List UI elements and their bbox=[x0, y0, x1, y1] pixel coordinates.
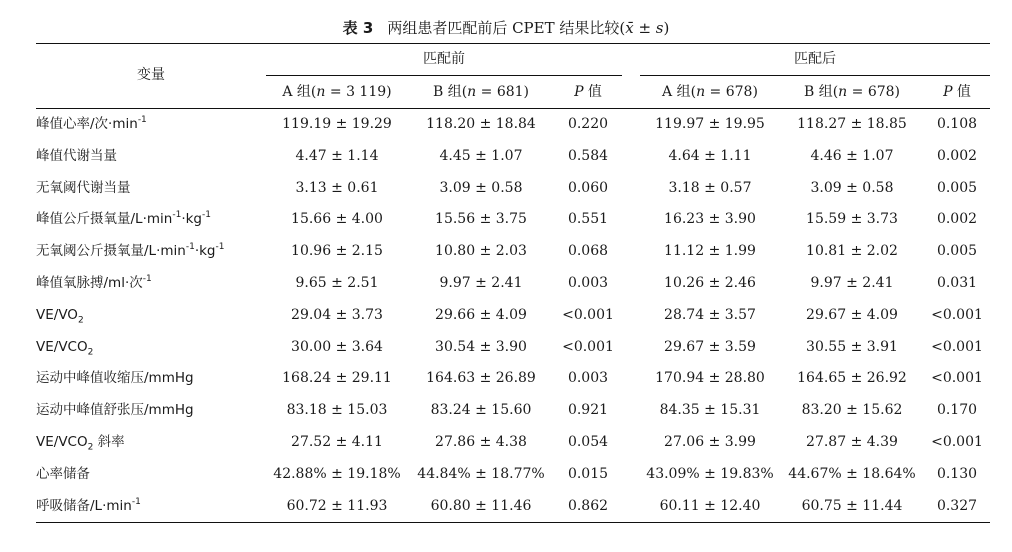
table-cell: 83.18 ± 15.03 bbox=[286, 402, 388, 418]
row-variable-name: VE/VCO bbox=[36, 434, 88, 450]
table-cell: 119.97 ± 19.95 bbox=[655, 116, 765, 132]
table-cell: 27.52 ± 4.11 bbox=[291, 434, 383, 450]
table-cell: 9.97 ± 2.41 bbox=[810, 275, 894, 291]
table-cell: 44.84% ± 18.77% bbox=[417, 466, 545, 482]
row-variable-superscript: -1 bbox=[142, 273, 152, 284]
row-variable bbox=[36, 491, 266, 521]
column-header-count: = 678) bbox=[847, 84, 901, 100]
column-header-p-suffix: 值 bbox=[952, 84, 971, 100]
table-label: 表 3 bbox=[342, 19, 374, 37]
table-cell: 83.20 ± 15.62 bbox=[801, 402, 903, 418]
table-cell: 27.87 ± 4.39 bbox=[806, 434, 898, 450]
row-variable bbox=[36, 268, 266, 298]
column-header-p: P bbox=[574, 84, 584, 100]
row-variable-name: 峰值心率/次·min bbox=[36, 116, 138, 132]
column-header-n: n bbox=[696, 84, 706, 100]
table-cell: 16.23 ± 3.90 bbox=[664, 211, 756, 227]
row-variable-tail: ·kg bbox=[194, 243, 216, 259]
table-cell: 0.862 bbox=[567, 498, 609, 514]
row-variable bbox=[36, 395, 266, 425]
table-cell: 60.75 ± 11.44 bbox=[801, 498, 903, 514]
row-variable bbox=[36, 236, 266, 266]
table-cell: 30.55 ± 3.91 bbox=[806, 339, 898, 355]
caption-close: ) bbox=[663, 19, 670, 37]
row-variable-name: 峰值氧脉搏/ml·次 bbox=[36, 275, 143, 291]
table-cell: 60.80 ± 11.46 bbox=[430, 498, 532, 514]
table-cell: 27.06 ± 3.99 bbox=[664, 434, 756, 450]
row-variable-subscript: 2 bbox=[87, 347, 94, 358]
column-header-count: = 3 119) bbox=[325, 84, 392, 100]
table-cell: 0.220 bbox=[567, 116, 609, 132]
table-cell: 3.18 ± 0.57 bbox=[668, 180, 752, 196]
table-cell: 0.060 bbox=[567, 180, 609, 196]
table-cell: 15.56 ± 3.75 bbox=[435, 211, 527, 227]
row-variable-name: 峰值代谢当量 bbox=[36, 148, 117, 164]
column-header-group: B 组( bbox=[803, 84, 839, 100]
bottom-rule bbox=[36, 522, 990, 523]
table-cell: 60.11 ± 12.40 bbox=[659, 498, 761, 514]
table-cell: 0.002 bbox=[936, 148, 978, 164]
table-cell: 0.327 bbox=[936, 498, 978, 514]
column-header-group: A 组( bbox=[662, 84, 697, 100]
table-cell: 3.13 ± 0.61 bbox=[295, 180, 379, 196]
column-header bbox=[640, 77, 780, 107]
row-variable-superscript: -1 bbox=[185, 241, 195, 252]
row-variable-subscript: 2 bbox=[77, 315, 84, 326]
table-cell: 10.96 ± 2.15 bbox=[291, 243, 383, 259]
table-cell: 4.46 ± 1.07 bbox=[810, 148, 894, 164]
table-cell: 0.005 bbox=[936, 180, 978, 196]
table-caption bbox=[0, 18, 1012, 38]
row-variable bbox=[36, 363, 266, 393]
table-cell: 0.005 bbox=[936, 243, 978, 259]
table-cell: 0.054 bbox=[567, 434, 609, 450]
header-before: 匹配前 bbox=[423, 51, 465, 67]
row-variable-name: 运动中峰值收缩压/mmHg bbox=[36, 370, 194, 386]
table-cell: 118.27 ± 18.85 bbox=[797, 116, 907, 132]
table-cell: <0.001 bbox=[931, 307, 983, 323]
row-variable bbox=[36, 204, 266, 234]
table-cell: 0.584 bbox=[567, 148, 609, 164]
table-cell: 4.47 ± 1.14 bbox=[295, 148, 379, 164]
row-variable-name: VE/VCO bbox=[36, 339, 88, 355]
table-cell: 4.64 ± 1.11 bbox=[668, 148, 752, 164]
column-header bbox=[780, 77, 924, 107]
table-cell: 168.24 ± 29.11 bbox=[282, 370, 392, 386]
table-cell: <0.001 bbox=[562, 339, 614, 355]
table-cell: 4.45 ± 1.07 bbox=[439, 148, 523, 164]
header-variable: 变量 bbox=[137, 67, 165, 83]
column-header bbox=[266, 77, 408, 107]
table-cell: 0.003 bbox=[567, 370, 609, 386]
table-cell: 0.551 bbox=[567, 211, 609, 227]
table-cell: 15.59 ± 3.73 bbox=[806, 211, 898, 227]
before-group-rule bbox=[266, 75, 622, 76]
table-cell: 15.66 ± 4.00 bbox=[291, 211, 383, 227]
table-title: 两组患者匹配前后 CPET 结果比较( bbox=[387, 19, 626, 37]
row-variable bbox=[36, 109, 266, 139]
table-cell: 0.921 bbox=[567, 402, 609, 418]
table-cell: 9.65 ± 2.51 bbox=[295, 275, 379, 291]
table-cell: 29.67 ± 4.09 bbox=[806, 307, 898, 323]
table-cell: 170.94 ± 28.80 bbox=[655, 370, 765, 386]
row-variable-name: 呼吸储备/L·min bbox=[36, 498, 132, 514]
after-group-rule bbox=[640, 75, 990, 76]
table-cell: 3.09 ± 0.58 bbox=[439, 180, 523, 196]
table-cell: 0.003 bbox=[567, 275, 609, 291]
table-cell: 164.63 ± 26.89 bbox=[426, 370, 536, 386]
column-header-n: n bbox=[838, 84, 848, 100]
row-variable bbox=[36, 427, 266, 457]
column-header bbox=[924, 77, 990, 107]
table-cell: 27.86 ± 4.38 bbox=[435, 434, 527, 450]
table-cell: 0.170 bbox=[936, 402, 978, 418]
table-cell: 0.108 bbox=[936, 116, 978, 132]
table-cell: 11.12 ± 1.99 bbox=[664, 243, 756, 259]
row-variable-name: 无氧阈代谢当量 bbox=[36, 180, 131, 196]
table-cell: <0.001 bbox=[931, 339, 983, 355]
table-cell: <0.001 bbox=[931, 434, 983, 450]
table-cell: 0.130 bbox=[936, 466, 978, 482]
row-variable-name: 无氧阈公斤摄氧量/L·min bbox=[36, 243, 186, 259]
row-variable-superscript: -1 bbox=[137, 114, 147, 125]
column-header-count: = 678) bbox=[705, 84, 758, 100]
row-variable-superscript: -1 bbox=[172, 209, 182, 220]
row-variable-name: 峰值公斤摄氧量/L·min bbox=[36, 211, 173, 227]
table-cell: 60.72 ± 11.93 bbox=[286, 498, 388, 514]
table-cell: 10.80 ± 2.03 bbox=[435, 243, 527, 259]
row-variable-tail: 斜率 bbox=[93, 434, 125, 450]
table-cell: 0.015 bbox=[567, 466, 609, 482]
table-cell: <0.001 bbox=[562, 307, 614, 323]
table-cell: 83.24 ± 15.60 bbox=[430, 402, 532, 418]
table-cell: 10.26 ± 2.46 bbox=[664, 275, 756, 291]
table-cell: 42.88% ± 19.18% bbox=[273, 466, 401, 482]
table-cell: 29.67 ± 3.59 bbox=[664, 339, 756, 355]
row-variable bbox=[36, 173, 266, 203]
table-cell: 9.97 ± 2.41 bbox=[439, 275, 523, 291]
table-cell: 29.04 ± 3.73 bbox=[291, 307, 383, 323]
table-cell: 30.54 ± 3.90 bbox=[435, 339, 527, 355]
row-variable-tail: ·kg bbox=[181, 211, 202, 227]
table-cell: 3.09 ± 0.58 bbox=[810, 180, 894, 196]
row-variable bbox=[36, 300, 266, 330]
table-cell: <0.001 bbox=[931, 370, 983, 386]
column-header-n: n bbox=[467, 84, 477, 100]
stat-notation: x̄ ± s bbox=[625, 19, 664, 37]
column-header-n: n bbox=[316, 84, 326, 100]
table-cell: 0.068 bbox=[567, 243, 609, 259]
row-variable bbox=[36, 459, 266, 489]
table-cell: 29.66 ± 4.09 bbox=[435, 307, 527, 323]
row-variable-name: 运动中峰值舒张压/mmHg bbox=[36, 402, 194, 418]
table-cell: 0.031 bbox=[936, 275, 978, 291]
column-header-p-suffix: 值 bbox=[583, 84, 602, 100]
table-cell: 0.002 bbox=[936, 211, 978, 227]
column-header-p: P bbox=[943, 84, 953, 100]
row-variable-superscript: -1 bbox=[131, 496, 141, 507]
table-cell: 30.00 ± 3.64 bbox=[291, 339, 383, 355]
column-header-group: B 组( bbox=[432, 84, 468, 100]
column-header-count: = 681) bbox=[476, 84, 530, 100]
row-variable-name: VE/VO bbox=[36, 307, 78, 323]
row-variable-subscript: 2 bbox=[87, 442, 94, 453]
column-header bbox=[408, 77, 554, 107]
table-cell: 44.67% ± 18.64% bbox=[788, 466, 916, 482]
table-cell: 10.81 ± 2.02 bbox=[806, 243, 898, 259]
table-cell: 119.19 ± 19.29 bbox=[282, 116, 392, 132]
table-cell: 84.35 ± 15.31 bbox=[659, 402, 761, 418]
row-variable-tail-superscript: -1 bbox=[202, 209, 211, 220]
table-cell: 164.65 ± 26.92 bbox=[797, 370, 907, 386]
row-variable-name: 心率储备 bbox=[36, 466, 90, 482]
header-after: 匹配后 bbox=[794, 51, 836, 67]
table-cell: 118.20 ± 18.84 bbox=[426, 116, 536, 132]
row-variable-tail-superscript: -1 bbox=[215, 241, 225, 252]
column-header-group: A 组( bbox=[282, 84, 317, 100]
table-cell: 43.09% ± 19.83% bbox=[646, 466, 774, 482]
column-header bbox=[554, 77, 622, 107]
table-cell: 28.74 ± 3.57 bbox=[664, 307, 756, 323]
row-variable bbox=[36, 141, 266, 171]
row-variable bbox=[36, 332, 266, 362]
